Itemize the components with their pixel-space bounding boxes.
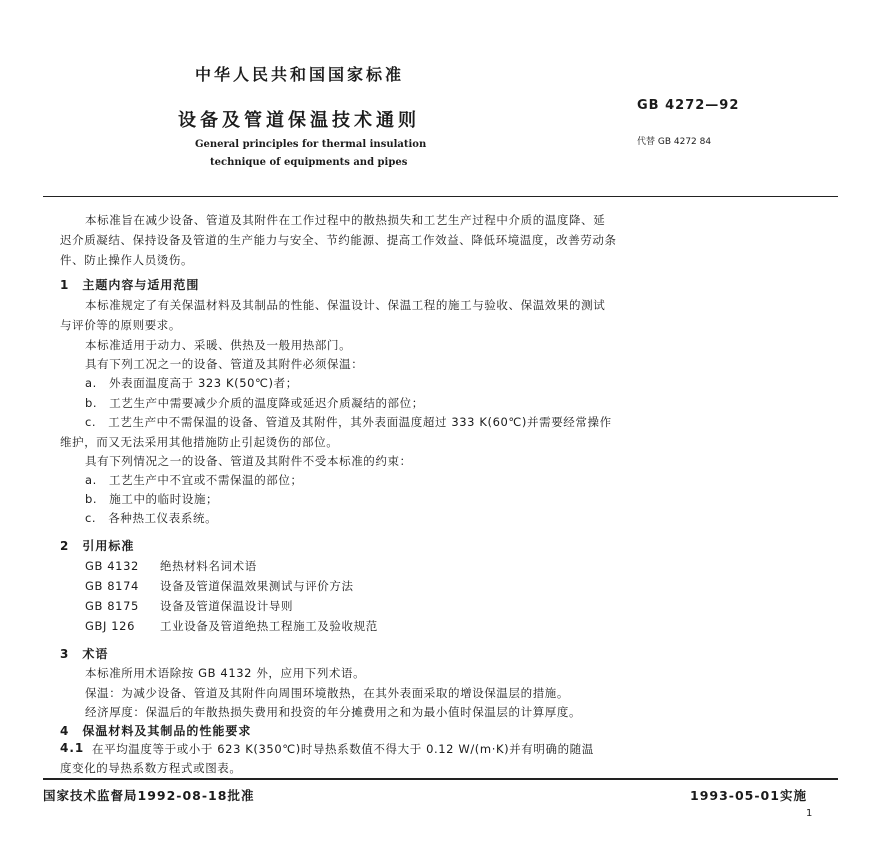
section-1-item-a: a. 外表面温度高于 323 K(50℃)者； xyxy=(85,376,298,390)
section-1-item-b: b. 工艺生产中需要减少介质的温度降或延迟介质凝结的部位； xyxy=(85,396,424,410)
section-1-line-3: 本标准适用于动力、采暖、供热及一般用热部门。 xyxy=(85,338,352,352)
section-3-heading: 3 术语 xyxy=(60,647,109,661)
section-4-heading: 4 保温材料及其制品的性能要求 xyxy=(60,724,252,738)
reference-code: GB 4132 xyxy=(85,559,139,573)
bottom-divider xyxy=(43,778,838,780)
national-standard-label: 中华人民共和国国家标准 xyxy=(195,65,405,84)
implementation-date: 1993-05-01实施 xyxy=(690,788,807,803)
intro-line-3: 件、防止操作人员烫伤。 xyxy=(60,253,194,267)
clause-number: 4.1 xyxy=(60,741,85,755)
clause-4-1-line-1: 在平均温度等于或小于 623 K(350℃)时导热系数值不得大于 0.12 W/(m·K)并有明确的随温 xyxy=(92,742,594,756)
top-divider xyxy=(43,196,838,197)
section-1-exclusion-c: c. 各种热工仪表系统。 xyxy=(85,511,218,525)
section-3-line-3: 经济厚度：保温后的年散热损失费用和投资的年分摊费用之和为最小值时保温层的计算厚度。 xyxy=(85,705,582,719)
replaces-label: 代替 GB 4272 84 xyxy=(637,137,712,147)
section-1-exclusion-a: a. 工艺生产中不宜或不需保温的部位； xyxy=(85,473,303,487)
page-number: 1 xyxy=(806,808,813,819)
english-title-line-2: technique of equipments and pipes xyxy=(210,157,408,168)
reference-title: 设备及管道保温效果测试与评价方法 xyxy=(160,579,354,593)
reference-code: GB 8174 xyxy=(85,579,139,593)
section-1-line-2: 与评价等的原则要求。 xyxy=(60,318,181,332)
reference-title: 工业设备及管道绝热工程施工及验收规范 xyxy=(160,619,378,633)
section-1-line-1: 本标准规定了有关保温材料及其制品的性能、保温设计、保温工程的施工与验收、保温效果的测试 xyxy=(85,298,606,312)
section-1-item-c-line-2: 维护，而又无法采用其他措施防止引起烫伤的部位。 xyxy=(60,435,339,449)
reference-code: GB 8175 xyxy=(85,599,139,613)
intro-line-2: 迟介质凝结、保持设备及管道的生产能力与安全、节约能源、提高工作效益、降低环境温度，改善劳动条 xyxy=(60,233,617,247)
reference-title: 设备及管道保温设计导则 xyxy=(160,599,294,613)
section-1-item-c-line-1: c. 工艺生产中不需保温的设备、管道及其附件，其外表面温度超过 333 K(60℃)并需要经常操作 xyxy=(85,415,612,429)
section-1-line-5: 具有下列情况之一的设备、管道及其附件不受本标准的约束： xyxy=(85,454,412,468)
section-2-heading: 2 引用标准 xyxy=(60,539,135,553)
section-1-heading: 1 主题内容与适用范围 xyxy=(60,278,200,292)
section-1-exclusion-b: b. 施工中的临时设施； xyxy=(85,492,219,506)
approval-date: 国家技术监督局1992-08-18批准 xyxy=(43,788,255,803)
intro-line-1: 本标准旨在减少设备、管道及其附件在工作过程中的散热损失和工艺生产过程中介质的温度降、延 xyxy=(85,213,606,227)
section-1-line-4: 具有下列工况之一的设备、管道及其附件必须保温： xyxy=(85,357,364,371)
section-3-line-2: 保温：为减少设备、管道及其附件向周围环境散热，在其外表面采取的增设保温层的措施。 xyxy=(85,686,569,700)
section-3-line-1: 本标准所用术语除按 GB 4132 外，应用下列术语。 xyxy=(85,666,366,680)
english-title-line-1: General principles for thermal insulation xyxy=(195,139,427,150)
standard-title: 设备及管道保温技术通则 xyxy=(178,110,420,131)
reference-title: 绝热材料名词术语 xyxy=(160,559,257,573)
clause-4-1-line-2: 度变化的导热系数方程式或图表。 xyxy=(60,761,242,775)
reference-code: GBJ 126 xyxy=(85,619,135,633)
standard-number: GB 4272—92 xyxy=(637,98,740,113)
